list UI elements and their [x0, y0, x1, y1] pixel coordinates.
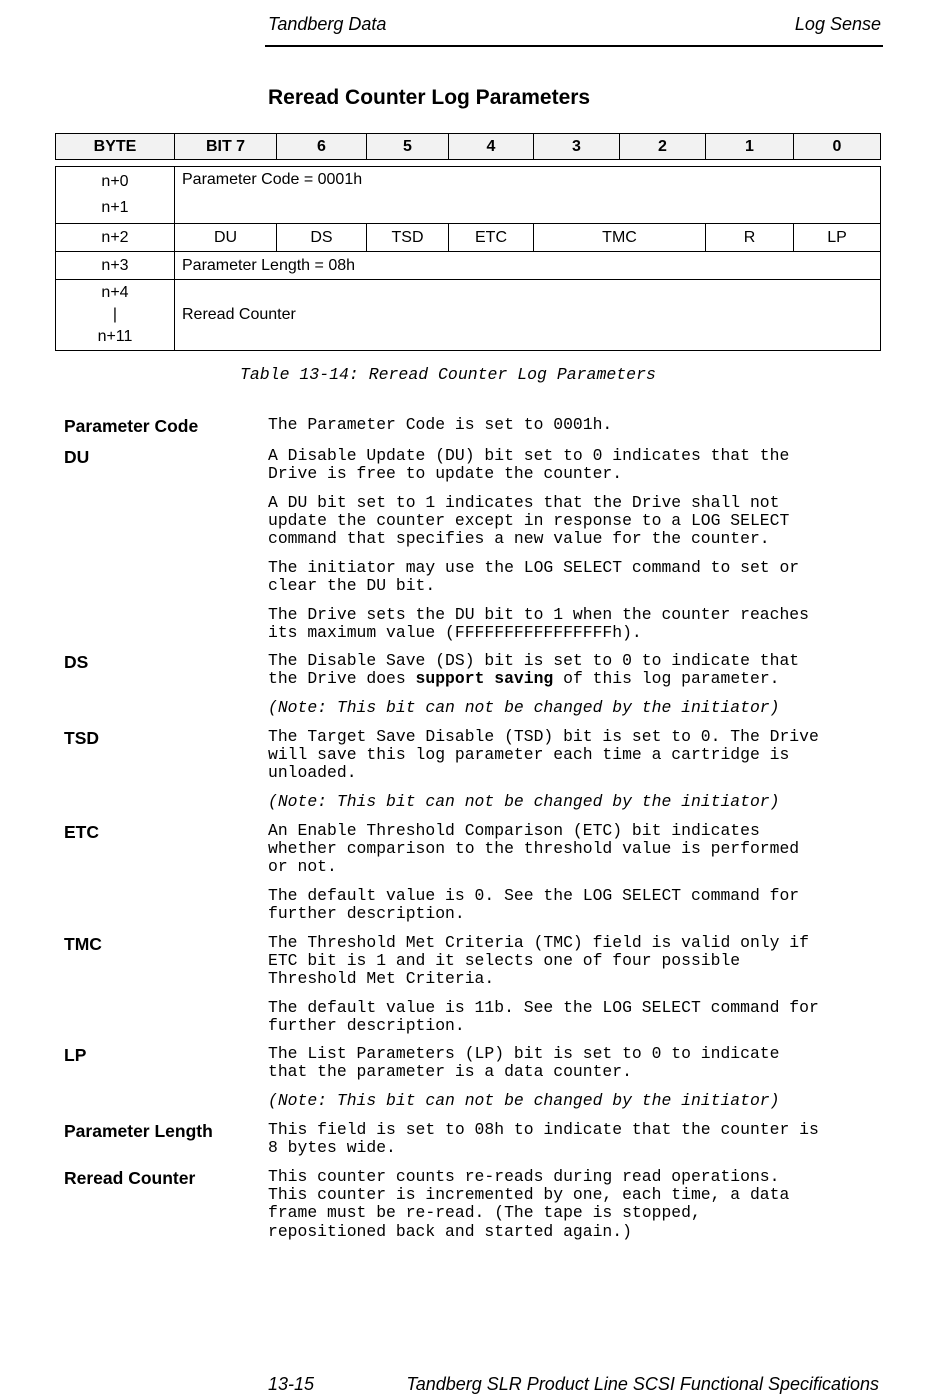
byte-cell [56, 167, 175, 224]
desc-paragraph [268, 652, 888, 688]
byte-label: n+4 [101, 284, 129, 301]
term-label: DS [64, 652, 89, 672]
reread-counter-field: Reread Counter [175, 280, 881, 351]
table-row [56, 280, 881, 351]
desc-paragraph: This counter counts re-reads during read operations. This counter is incremented by one, each time, a data frame must be re-read. (The tape is stopped, repositioned back and started again.) [268, 1167, 790, 1241]
desc-paragraph: The default value is 11b. See the LOG SELECT command for further description. [268, 998, 819, 1036]
desc-note: (Note: This bit can not be changed by the initiator) [268, 698, 780, 717]
col-header-bit6: 6 [277, 134, 367, 160]
header-rule [265, 45, 883, 47]
desc-paragraph: An Enable Threshold Comparison (ETC) bit indicates whether comparison to the threshold value is performed or not. [268, 821, 800, 877]
header-section-name: Log Sense [794, 14, 881, 34]
byte-label: n+2 [56, 224, 175, 252]
page-number: 13-15 [268, 1374, 315, 1394]
desc-text: of this log parameter. [553, 669, 780, 689]
term-label: ETC [64, 822, 99, 842]
term-label: TSD [64, 728, 99, 748]
col-header-bit0: 0 [794, 134, 881, 160]
parameter-length-field: Parameter Length = 08h [175, 252, 881, 280]
parameter-code-field: Parameter Code = 0001h [175, 167, 881, 224]
term-label: Reread Counter [64, 1168, 196, 1188]
field-etc: ETC [449, 224, 534, 252]
col-header-byte: BYTE [56, 134, 175, 160]
desc-paragraph: The Target Save Disable (TSD) bit is set to 0. The Drive will save this log parameter each time a cartridge is unloaded. [268, 727, 819, 783]
table-row [56, 252, 881, 280]
byte-range-bar: | [112, 306, 118, 323]
page-title: Reread Counter Log Parameters [268, 86, 591, 109]
desc-paragraph: A Disable Update (DU) bit set to 0 indicates that the Drive is free to update the counter. [268, 446, 790, 484]
desc-note: (Note: This bit can not be changed by the initiator) [268, 792, 780, 811]
term-label: TMC [64, 934, 102, 954]
desc-paragraph: The Drive sets the DU bit to 1 when the counter reaches its maximum value (FFFFFFFFFFFFFFFFh). [268, 605, 809, 643]
col-header-bit3: 3 [534, 134, 620, 160]
term-label: LP [64, 1045, 87, 1065]
field-r: R [706, 224, 794, 252]
col-header-bit1: 1 [706, 134, 794, 160]
col-header-bit4: 4 [449, 134, 534, 160]
desc-paragraph: The Parameter Code is set to 0001h. [268, 415, 613, 434]
term-label: DU [64, 447, 90, 467]
byte-label: n+0 [101, 173, 129, 190]
field-lp: LP [794, 224, 881, 252]
term-label: Parameter Code [64, 416, 199, 436]
byte-cell [56, 280, 175, 351]
field-tsd: TSD [367, 224, 449, 252]
table-row [56, 167, 881, 224]
desc-paragraph: The default value is 0. See the LOG SELECT command for further description. [268, 886, 800, 924]
desc-note: (Note: This bit can not be changed by the initiator) [268, 1091, 780, 1110]
byte-label: n+1 [101, 199, 129, 216]
desc-paragraph: This field is set to 08h to indicate that the counter is 8 bytes wide. [268, 1120, 819, 1158]
byte-label: n+11 [97, 328, 133, 345]
table-row [56, 224, 881, 252]
field-ds: DS [277, 224, 367, 252]
col-header-bit5: 5 [367, 134, 449, 160]
byte-label: n+3 [56, 252, 175, 280]
field-tmc: TMC [534, 224, 706, 252]
field-du: DU [175, 224, 277, 252]
desc-paragraph: A DU bit set to 1 indicates that the Drive shall not update the counter except in response to a LOG SELECT command that specifies a new value for the counter. [268, 493, 790, 549]
desc-paragraph: The initiator may use the LOG SELECT command to set or clear the DU bit. [268, 558, 800, 596]
desc-paragraph: The Threshold Met Criteria (TMC) field is valid only if ETC bit is 1 and it selects one of four possible Threshold Met Criteria. [268, 933, 809, 989]
col-header-bit7: BIT 7 [175, 134, 277, 160]
term-label: Parameter Length [64, 1121, 213, 1141]
bit-table-body [55, 166, 881, 351]
desc-emphasis: support saving [415, 669, 554, 689]
desc-text: The Disable Save (DS) bit is set to 0 to indicate that the Drive does [268, 651, 800, 689]
desc-paragraph: The List Parameters (LP) bit is set to 0 to indicate that the parameter is a data counter. [268, 1044, 780, 1082]
header-doc-brand: Tandberg Data [268, 14, 387, 34]
bit-table-header [55, 133, 881, 160]
footer-doc-title: Tandberg SLR Product Line SCSI Functional Specifications [406, 1374, 879, 1394]
col-header-bit2: 2 [620, 134, 706, 160]
table-caption: Table 13-14: Reread Counter Log Parameters [240, 365, 656, 384]
